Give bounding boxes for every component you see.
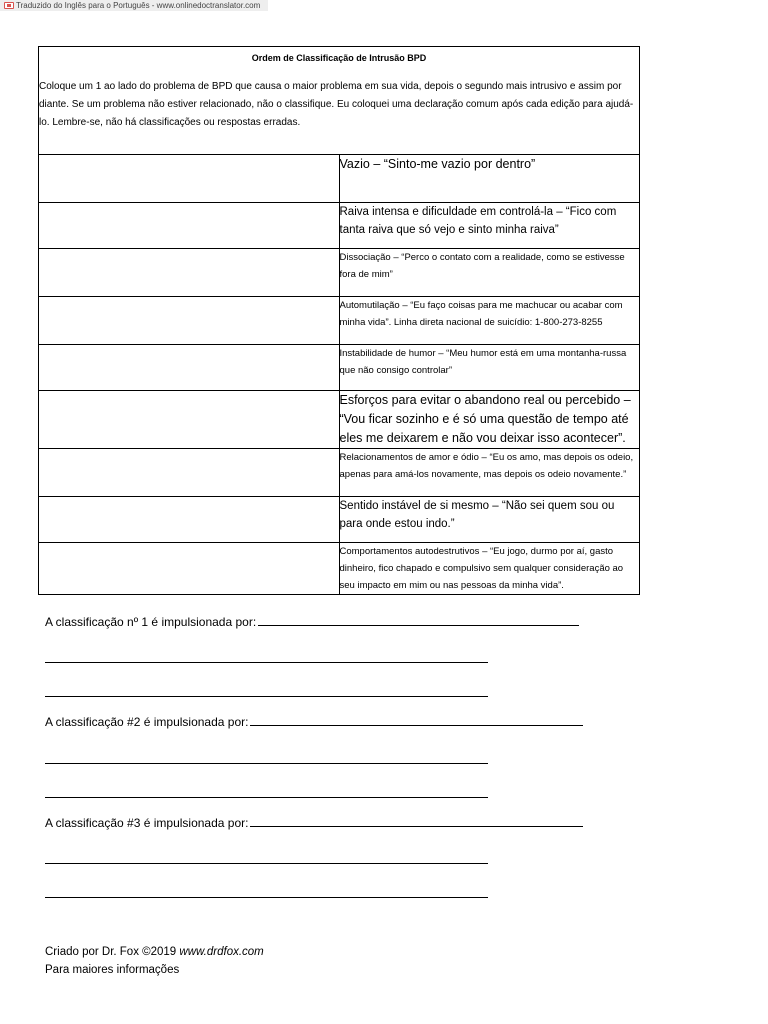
- rank-input-cell[interactable]: [39, 449, 340, 497]
- item-text: Vazio – “Sinto-me vazio por dentro”: [339, 155, 640, 203]
- translator-icon: [4, 2, 14, 9]
- answer-line[interactable]: [45, 762, 488, 764]
- item-text: Raiva intensa e dificuldade em controlá-la – “Fico com tanta raiva que só vejo e sinto minha raiva”: [339, 203, 640, 249]
- answer-line[interactable]: [45, 661, 488, 663]
- table-row: [39, 249, 640, 297]
- question-2-label: A classificação #2 é impulsionada por:: [45, 715, 249, 729]
- item-text: Sentido instável de si mesmo – “Não sei quem sou ou para onde estou indo.”: [339, 497, 640, 543]
- question-3: [45, 815, 583, 831]
- instructions-text: Coloque um 1 ao lado do problema de BPD que causa o maior problema em sua vida, depois o segundo mais intrusivo e assim por diante. Se um problema não estiver relacionado, não o classifique. Eu coloquei uma declaração comum após cada edição para ajudá-lo. Lembre-se, não há classificações ou respostas erradas.: [39, 81, 634, 128]
- rank-input-cell[interactable]: [39, 155, 340, 203]
- table-row: [39, 543, 640, 595]
- rank-input-cell[interactable]: [39, 249, 340, 297]
- footer-more-info: Para maiores informações: [45, 964, 180, 976]
- rank-input-cell[interactable]: [39, 391, 340, 449]
- table-row: [39, 449, 640, 497]
- footer-created-by: Criado por Dr. Fox ©2019: [45, 946, 180, 958]
- table-header-row: [39, 47, 640, 155]
- item-text: Instabilidade de humor – “Meu humor está em uma montanha-russa que não consigo controlar”: [339, 345, 640, 391]
- question-2-answer-blank[interactable]: [250, 714, 583, 726]
- answer-line[interactable]: [45, 695, 488, 697]
- table-title: Ordem de Classificação de Intrusão BPD: [251, 53, 427, 63]
- table-header-cell: [39, 47, 640, 155]
- footer-website-link[interactable]: www.drdfox.com: [179, 946, 264, 958]
- ranking-table: [38, 46, 640, 595]
- table-row: [39, 391, 640, 449]
- table-row: [39, 345, 640, 391]
- item-text: Esforços para evitar o abandono real ou percebido – “Vou ficar sozinho e é só uma questão de tempo até eles me deixarem e não vou deixar isso acontecer”.: [339, 391, 640, 449]
- question-1-answer-blank[interactable]: [258, 614, 579, 626]
- table-row: [39, 203, 640, 249]
- question-1: [45, 614, 579, 630]
- question-2: [45, 714, 583, 730]
- item-text: Dissociação – “Perco o contato com a realidade, como se estivesse fora de mim”: [339, 249, 640, 297]
- table-row: [39, 155, 640, 203]
- rank-input-cell[interactable]: [39, 345, 340, 391]
- translator-banner-text: Traduzido do Inglês para o Português - www.onlinedoctranslator.com: [16, 1, 261, 10]
- footer-credit: [45, 943, 264, 961]
- translator-banner[interactable]: [0, 0, 268, 11]
- footer: [45, 943, 264, 979]
- item-text: Relacionamentos de amor e ódio – “Eu os amo, mas depois os odeio, apenas para amá-los novamente, mas depois os odeio novamente.”: [339, 449, 640, 497]
- rank-input-cell[interactable]: [39, 297, 340, 345]
- answer-line[interactable]: [45, 896, 488, 898]
- rank-input-cell[interactable]: [39, 543, 340, 595]
- question-3-answer-blank[interactable]: [250, 815, 583, 827]
- rank-input-cell[interactable]: [39, 203, 340, 249]
- question-1-label: A classificação nº 1 é impulsionada por:: [45, 615, 257, 629]
- answer-line[interactable]: [45, 796, 488, 798]
- item-text: Comportamentos autodestrutivos – “Eu jogo, durmo por aí, gasto dinheiro, fico chapado e compulsivo sem qualquer consideração ao seu impacto em mim ou nas pessoas da minha vida”.: [339, 543, 640, 595]
- item-text: Automutilação – “Eu faço coisas para me machucar ou acabar com minha vida”. Linha direta nacional de suicídio: 1-800-273-8255: [339, 297, 640, 345]
- table-row: [39, 297, 640, 345]
- table-row: [39, 497, 640, 543]
- question-3-label: A classificação #3 é impulsionada por:: [45, 816, 249, 830]
- answer-line[interactable]: [45, 862, 488, 864]
- rank-input-cell[interactable]: [39, 497, 340, 543]
